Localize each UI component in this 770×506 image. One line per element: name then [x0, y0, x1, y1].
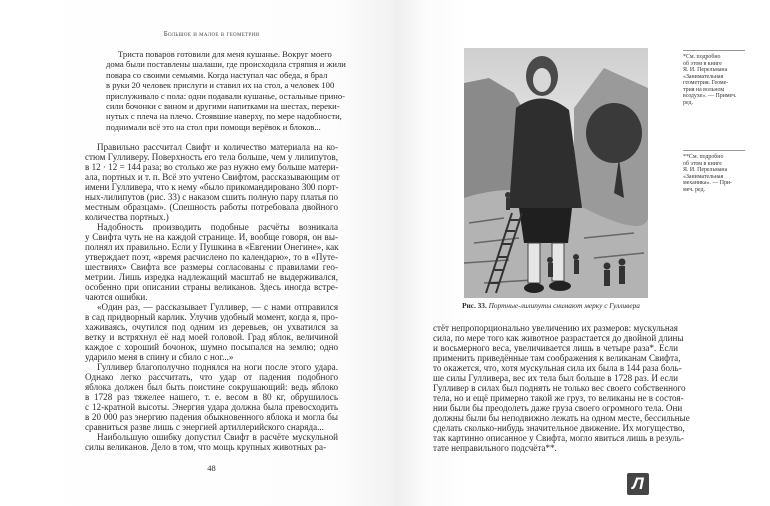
text-line: в 1728 раз тяжелее нашего, т. е. весом в 80 кг, обрушилось	[85, 392, 338, 402]
text-line: тела, но и ещё примерно такой же груз, то великаны не в состоя-	[433, 393, 684, 403]
text-line: Наибольшую ошибку допустил Свифт в расчёте мускульной	[97, 432, 338, 442]
footnote-line: трия на вольном	[683, 86, 725, 93]
text-line: имени Гулливера, что к нему «было прикомандировано 300 порт-	[85, 182, 339, 192]
text-line: местным образцам». (Спешность работы потребовала двойного	[85, 202, 338, 212]
footnote-line: ред.	[683, 99, 693, 106]
text-line: сили бочонки с вином и другими напитками на шестах, переки-	[106, 100, 340, 111]
page-number: 48	[207, 463, 216, 473]
text-line: ных-лилипутов (рис. 33) с наказом сшить полную пару платья по	[85, 192, 338, 202]
footnote-line: Я. И. Перельмана	[683, 67, 728, 73]
text-line: «Один раз, — рассказывает Гулливер, — с нами отправился	[97, 302, 338, 312]
figure-caption-text: Портные-лилипуты снимают мерку с Гулливера	[488, 301, 640, 310]
text-line: силы великанов. Дело в том, что мощь крупных животных ра-	[85, 442, 327, 452]
text-line: дома были поставлены шалаши, где происходила стряпня и жили	[106, 59, 346, 70]
paragraph	[85, 222, 338, 302]
footnote-line: геометрия. Геоме-	[683, 80, 729, 86]
text-line: то окажется, что, хотя мускульная сила их была в 144 раза боль-	[433, 363, 682, 373]
footnote-line: меч. ред.	[683, 186, 706, 193]
text-line: в 12 · 12 = 144 раза; во столько же раз нужно ему больше матери-	[85, 162, 339, 172]
text-line: шествиях» Свифта все размеры согласованы с правилами гео-	[85, 262, 338, 272]
text-line: у Свифта чуть не на каждой странице. И, вообще говоря, он вы-	[85, 232, 338, 242]
text-line: в руки 20 человек прислуги и ставил их на стол, а человек 100	[106, 80, 335, 91]
text-line: в сад придворный карлик. Улучив удобный момент, когда я, про-	[85, 312, 338, 322]
text-line: особенно при описании страны великанов. Здесь иногда встре-	[85, 282, 338, 292]
text-line: каждое с хороший бочонок, шумно посыпался на землю; одно	[85, 342, 338, 352]
text-line: Гулливер в силах был поднять не только вес своего собственного	[433, 383, 686, 393]
text-line: поднимали всё это на стол при помощи верёвок и блоков...	[106, 121, 321, 132]
text-line: ударило меня в спину и сбило с ног...»	[85, 352, 234, 362]
text-line: Правильно рассчитал Свифт и количество материала на ко-	[97, 142, 338, 152]
text-line: ветку и встряхнул её над моей головой. Град яблок, величиной	[85, 332, 338, 342]
figure-illustration-gulliver	[464, 48, 648, 298]
text-line: нутых с плеча на плечо. Стоявшие наверху, по мере надобности,	[106, 111, 342, 122]
text-line: ше силы Гулливера, вес их тела был больше в 1728 раз. И если	[433, 373, 678, 383]
footnote-line: об этом в книге	[683, 160, 722, 167]
footnote-line: Я. И. Перельмана	[683, 167, 728, 173]
text-line: Надобность производить подобные расчёты возникала	[97, 222, 338, 232]
footnote-line: **См. подробно	[683, 154, 724, 160]
footnote-2	[683, 150, 745, 193]
footnote-line: механика». — При-	[683, 180, 733, 186]
figure-label: Рис. 33.	[462, 301, 487, 310]
right-main-text	[433, 323, 690, 453]
footnote-1	[683, 50, 745, 106]
footnote-line: об этом в книге	[683, 60, 722, 67]
text-line: повара со своими семьями. Когда наступал час обеда, я брал	[106, 69, 328, 80]
footnote-line: «Занимательная	[683, 73, 724, 80]
figure-caption	[440, 301, 662, 310]
text-line: хаживаясь, очутился под одним из деревьев, он ухватился за	[85, 322, 338, 332]
paragraph	[85, 302, 338, 362]
text-line: стёт непропорционально увеличению их размеров: мускульная	[433, 323, 678, 333]
text-line: ала, портных и т. п. Всё это учтено Свифтом, рассказывающим от	[85, 172, 340, 182]
text-line: сравниться разве лишь с энергией артиллерийского снаряда...	[85, 422, 324, 432]
text-line: сделать сколько-нибудь значительное движение. Их могущество,	[433, 423, 685, 433]
text-line: Гулливер благополучно поднялся на ноги после этого удара.	[97, 362, 338, 372]
text-line: сила, по мере того как животное разрастается до двойной длины	[433, 333, 684, 343]
text-line: применить приведённые там соображения к великанам Свифта,	[433, 353, 681, 363]
text-line: и восьмерного веса, увеличивается лишь в четыре раза*. Если	[433, 343, 678, 353]
text-line: прислуживало с пола: одни подавали кушанье, остальные прино-	[106, 90, 346, 101]
publisher-logo-icon: Л	[627, 473, 649, 495]
text-line: чаются ошибки.	[85, 292, 148, 302]
text-line: метрии. Лишь изредка надлежащий масштаб не выдерживался,	[85, 272, 338, 282]
footnote-line: *См. подробно	[683, 54, 721, 60]
text-line: яблока должен был быть поистине сокрушающий: ведь яблоко	[85, 382, 338, 392]
text-line: с 12-кратной высоты. Энергия удара должна была превосходить	[85, 402, 338, 412]
text-line: утверждает поэт, «время расчислено по календарю», то в «Путе-	[85, 252, 338, 262]
paragraph	[85, 142, 338, 222]
left-main-text	[85, 142, 338, 452]
running-head: Большое и малое в геометрии	[163, 30, 260, 38]
text-line: в 20 000 раз энергию падения обыкновенного яблока и могла бы	[85, 412, 338, 422]
paragraph	[85, 432, 338, 452]
footnote-line: воздухе». — Примеч.	[683, 93, 737, 99]
text-line: полнял их правильно. Если у Пушкина в «Евгении Онегине», как	[85, 242, 339, 252]
text-line: тате неправильного подсчёта**.	[433, 443, 557, 453]
text-line: количества портных.)	[85, 212, 169, 222]
text-line: нии были бы преодолеть даже груза своего огромного тела. Они	[433, 403, 683, 413]
text-line: так картинно описанное у Свифта, могло явиться лишь в резуль-	[433, 433, 684, 443]
footnote-line: «Занимательная	[683, 173, 724, 180]
text-line: Однако легко рассчитать, что удар от падения подобного	[85, 372, 338, 382]
quote-block	[106, 49, 346, 132]
text-line: Триста поваров готовили для меня кушанье. Вокруг моего	[118, 49, 332, 59]
paragraph	[85, 362, 338, 432]
text-line: должны были бы неподвижно лежать на одном месте, бессильные	[433, 413, 690, 423]
text-line: стюм Гулливеру. Поверхность его тела больше, чем у лилипутов,	[85, 152, 338, 162]
